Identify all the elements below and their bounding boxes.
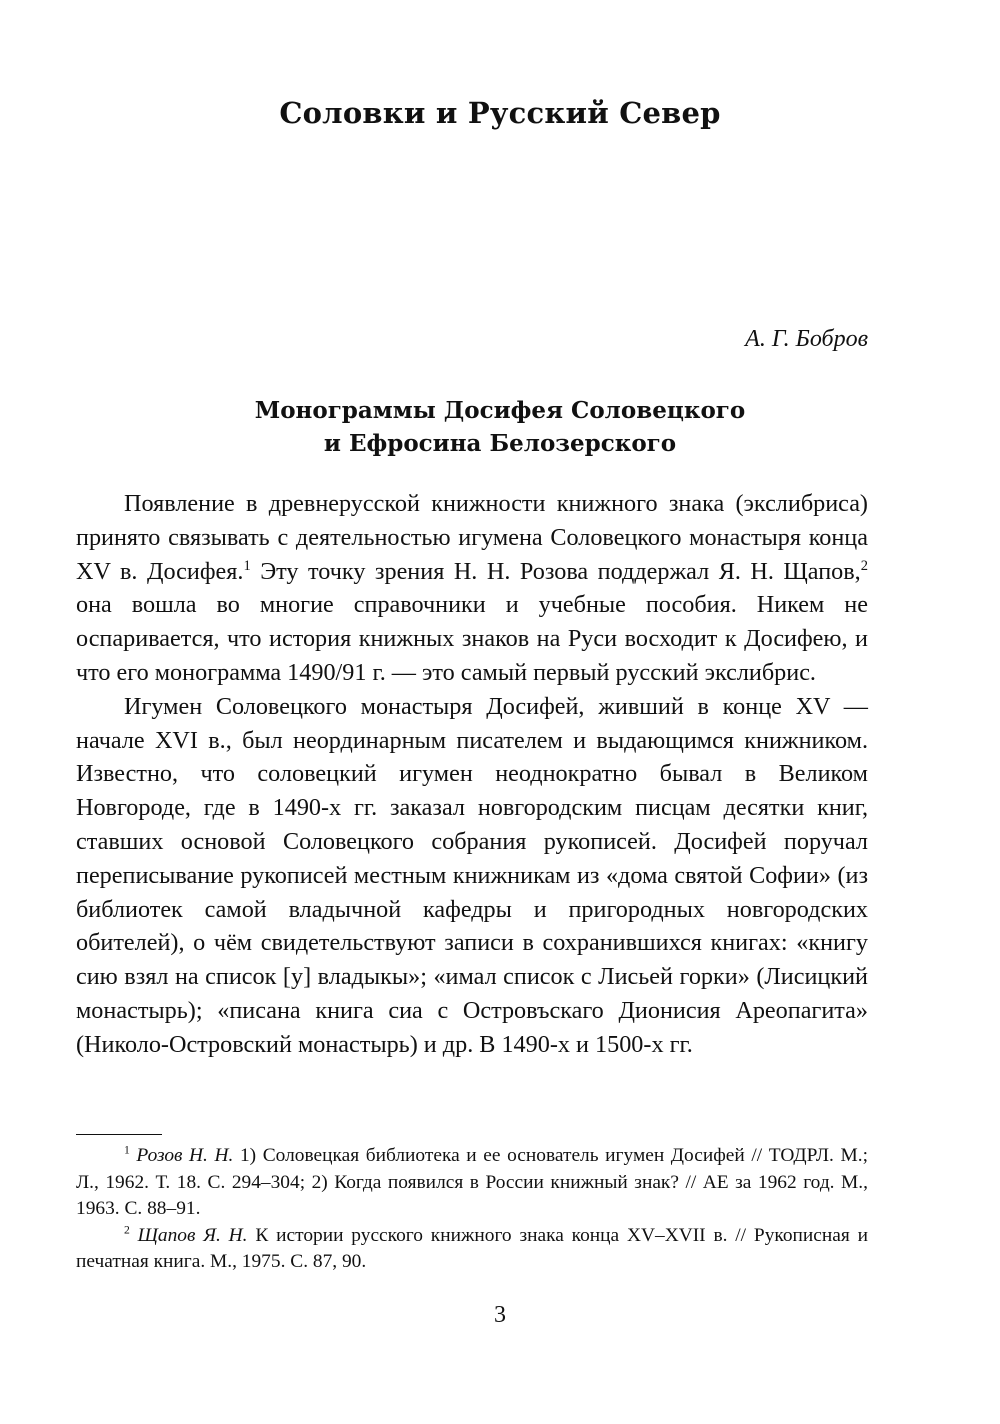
footnote-2-mark: 2 bbox=[124, 1223, 130, 1237]
footnote-1-author: Розов Н. Н. bbox=[136, 1145, 234, 1166]
article-body bbox=[76, 487, 868, 1062]
paragraph-1 bbox=[76, 487, 868, 690]
page-number: 3 bbox=[494, 1302, 506, 1328]
article-title-line-2: и Ефросина Белозерского bbox=[323, 430, 677, 457]
paragraph-1-part-2: Эту точку зрения Н. Н. Розова поддержал Я. Н. Щапов, bbox=[250, 557, 861, 585]
article-author: А. Г. Бобров bbox=[745, 326, 868, 352]
footnote-ref-1: 1 bbox=[243, 557, 251, 574]
footnote-1-mark: 1 bbox=[124, 1143, 130, 1157]
paragraph-1-part-1: Появление в древнерусской книжности книжного знака (экслибриса) принято связывать с деятельностью игумена Соловецкого монастыря конца XV в. Досифея. bbox=[76, 490, 868, 585]
paragraph-2: Игумен Соловецкого монастыря Досифей, живший в конце XV — начале XVI в., был неординарным писателем и выдающимся книжником. Известно, что соловецкий игумен неоднократно бывал в Великом Новгороде, где в 1490-х гг. заказал новгородским писцам десятки книг, ставших основой Соловецкого собрания рукописей. Досифей поручал переписывание рукописей местным книжникам из «дома святой Софии» (из библиотек самой владычной кафедры и пригородных новгородских обителей), о чём свидетельствуют записи в сохранившихся книгах: «книгу сию взял на список [у] владыкы»; «имал список с Лисьей горки» (Лисицкий монастырь); «писана книга сиа с Островъскаго Дионисия Ареопагита» (Николо-Островский монастырь) и др. В 1490-х и 1500-х гг. bbox=[76, 692, 868, 1058]
footnote-1-text: 1) Соловецкая библиотека и ее основатель игумен Досифей // ТОДРЛ. М.; Л., 1962. Т. 18. С. 294–304; 2) Когда появился в России книжный знак? // АЕ за 1962 год. М., 1963. С. 88–91. bbox=[76, 1145, 868, 1219]
paragraph-1-part-3: она вошла во многие справочники и учебные пособия. Никем не оспаривается, что история книжных знаков на Руси восходит к Досифею, и что его монограмма 1490/91 г. — это самый первый русский экслибрис. bbox=[76, 591, 868, 686]
footnote-2 bbox=[76, 1223, 868, 1276]
footnote-2-text: К истории русского книжного знака конца XV–XVII в. // Рукописная и печатная книга. М., 1975. С. 87, 90. bbox=[76, 1224, 868, 1272]
article-title bbox=[0, 394, 1000, 460]
footnote-divider bbox=[76, 1134, 162, 1135]
article-title-line-1: Монограммы Досифея Соловецкого bbox=[254, 397, 746, 424]
footnote-1 bbox=[76, 1143, 868, 1223]
footnote-2-author: Щапов Я. Н. bbox=[137, 1224, 248, 1246]
section-title: Соловки и Русский Север bbox=[279, 96, 721, 130]
footnote-ref-2: 2 bbox=[860, 557, 868, 574]
footnotes bbox=[76, 1143, 868, 1276]
